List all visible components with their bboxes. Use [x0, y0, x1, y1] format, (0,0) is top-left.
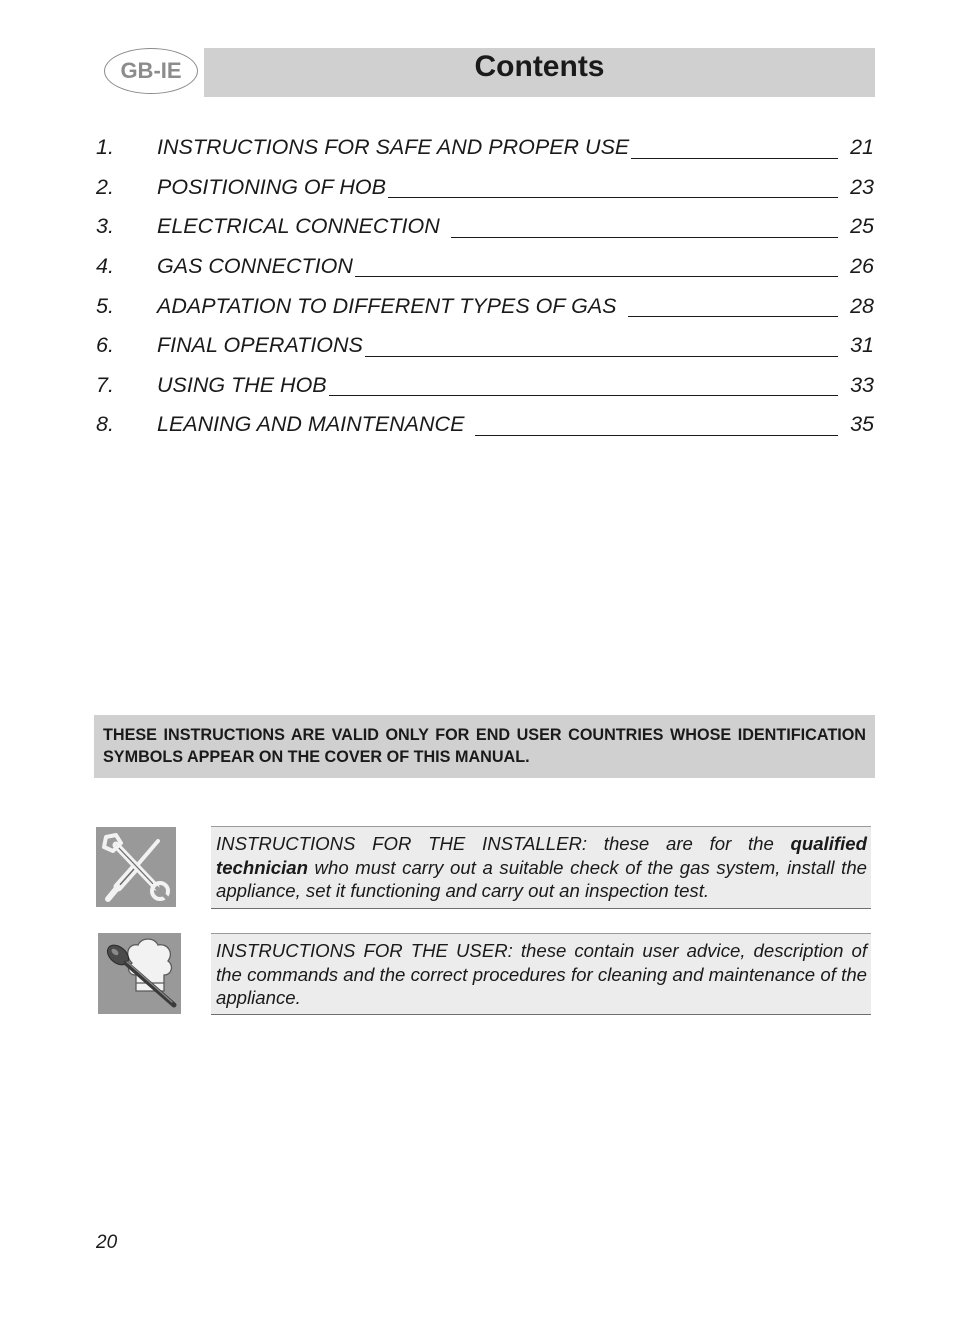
toc-entry-page: 28	[850, 293, 874, 318]
toc-entry-number: 4.	[96, 254, 114, 279]
toc-entry-title: USING THE HOB	[157, 372, 327, 397]
toc-entry-number: 7.	[96, 372, 114, 397]
toc-entry[interactable]	[96, 326, 874, 366]
toc-entry-page: 35	[850, 412, 874, 437]
toc-entry-page: 23	[850, 174, 874, 199]
toc-entry-title: GAS CONNECTION	[157, 254, 353, 279]
toc-entry-number: 6.	[96, 333, 114, 358]
toc-entry[interactable]	[96, 286, 874, 326]
toc-entry[interactable]	[96, 168, 874, 208]
toc-entry-page: 21	[850, 135, 874, 160]
toc-entry[interactable]	[96, 405, 874, 445]
toc-entry-number: 8.	[96, 412, 114, 437]
installer-text-body: who must carry out a suitable check of the gas system, install the appliance, set it functioning and carry out an inspection test.	[216, 856, 867, 901]
spoon-chef-hat-icon	[98, 933, 181, 1014]
toc-leader-line	[475, 435, 838, 436]
toc-entry[interactable]	[96, 128, 874, 168]
user-instructions-box: INSTRUCTIONS FOR THE USER: these contain user advice, description of the commands and the correct procedures for cleaning and maintenance of the appliance.	[211, 933, 871, 1015]
installer-text-intro: INSTRUCTIONS FOR THE INSTALLER: these are for the	[216, 833, 791, 854]
toc-entry-number: 3.	[96, 214, 114, 239]
toc-leader-line	[631, 158, 838, 159]
toc-entry-title: POSITIONING OF HOB	[157, 174, 386, 199]
toc-leader-line	[451, 237, 838, 238]
toc-entry-title: LEANING AND MAINTENANCE	[157, 412, 465, 437]
title-bar	[204, 48, 875, 97]
toc-entry[interactable]	[96, 366, 874, 406]
wrench-screwdriver-icon	[96, 827, 176, 907]
toc-entry-number: 2.	[96, 174, 114, 199]
toc-entry-page: 25	[850, 214, 874, 239]
toc-entry-number: 5.	[96, 293, 114, 318]
toc-entry-title: ELECTRICAL CONNECTION	[157, 214, 440, 239]
table-of-contents	[96, 128, 874, 445]
toc-entry-page: 33	[850, 372, 874, 397]
page-number: 20	[96, 1232, 118, 1253]
toc-leader-line	[355, 276, 838, 277]
toc-entry-number: 1.	[96, 135, 114, 160]
language-badge: GB-IE	[104, 48, 198, 94]
toc-leader-line	[365, 356, 838, 357]
toc-leader-line	[329, 395, 838, 396]
validity-notice: THESE INSTRUCTIONS ARE VALID ONLY FOR END USER COUNTRIES WHOSE IDENTIFICATION SYMBOLS APPEAR ON THE COVER OF THIS MANUAL.	[94, 715, 875, 778]
toc-entry-title: INSTRUCTIONS FOR SAFE AND PROPER USE	[157, 135, 630, 160]
page-title: Contents	[474, 50, 605, 83]
toc-entry-title: ADAPTATION TO DIFFERENT TYPES OF GAS	[157, 293, 617, 318]
installer-instructions-box	[211, 826, 871, 909]
toc-entry[interactable]	[96, 247, 874, 287]
toc-leader-line	[388, 197, 838, 198]
toc-entry-page: 31	[850, 333, 874, 358]
installer-text-emphasis: qualified technician	[216, 833, 867, 878]
toc-entry-title: FINAL OPERATIONS	[157, 333, 363, 358]
toc-leader-line	[628, 316, 838, 317]
toc-entry-page: 26	[850, 254, 874, 279]
toc-entry[interactable]	[96, 207, 874, 247]
